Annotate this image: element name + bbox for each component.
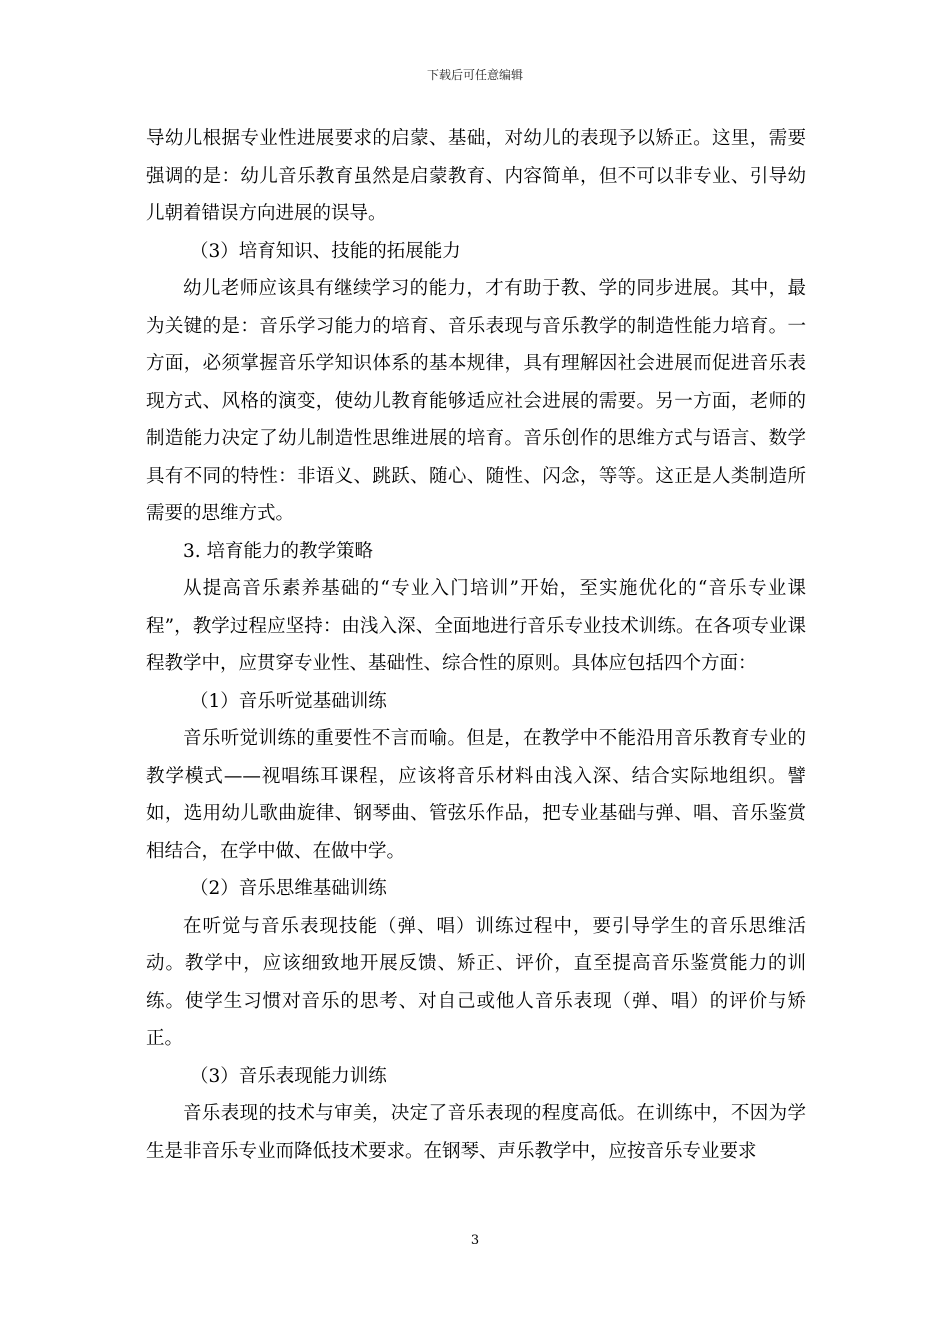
paragraph: 幼儿老师应该具有继续学习的能力，才有助于教、学的同步进展。其中，最为关键的是：音乐学习能力的培育、音乐表现与音乐教学的制造性能力培育。一方面，必须掌握音乐学知识体系的基本规律，具有理解因社会进展而促进音乐表现方式、风格的演变，使幼儿教育能够适应社会进展的需要。另一方面，老师的制造能力决定了幼儿制造性思维进展的培育。音乐创作的思维方式与语言、数学具有不同的特性：非语义、跳跃、随心、随性、闪念，等等。这正是人类制造所需要的思维方式。 — [146, 278, 806, 524]
paragraph: 音乐听觉训练的重要性不言而喻。但是，在教学中不能沿用音乐教育专业的教学模式——视唱练耳课程，应该将音乐材料由浅入深、结合实际地组织。譬如，选用幼儿歌曲旋律、钢琴曲、管弦乐作品，把专业基础与弹、唱、音乐鉴赏相结合，在学中做、在做中学。 — [146, 728, 806, 862]
section-heading: 3. 培育能力的教学策略 — [183, 540, 374, 562]
page-header: 下载后可任意编辑 — [426, 68, 523, 82]
paragraph: 在听觉与音乐表现技能（弹、唱）训练过程中，要引导学生的音乐思维活动。教学中，应该细致地开展反馈、矫正、评价，直至提高音乐鉴赏能力的训练。使学生习惯对音乐的思考、对自己或他人音乐表现（弹、唱）的评价与矫正。 — [146, 915, 806, 1049]
page-number: 3 — [470, 1233, 480, 1248]
document-body — [146, 120, 806, 1170]
paragraph: 从提高音乐素养基础的“专业入门培训”开始，至实施优化的“音乐专业课程”，教学过程应坚持：由浅入深、全面地进行音乐专业技术训练。在各项专业课程教学中，应贯穿专业性、基础性、综合性的原则。具体应包括四个方面： — [146, 578, 806, 674]
paragraph-continued: 导幼儿根据专业性进展要求的启蒙、基础，对幼儿的表现予以矫正。这里，需要强调的是：幼儿音乐教育虽然是启蒙教育、内容简单，但不可以非专业、引导幼儿朝着错误方向进展的误导。 — [146, 128, 806, 224]
section-heading: （1）音乐听觉基础训练 — [190, 690, 387, 712]
section-heading: （3）音乐表现能力训练 — [190, 1065, 387, 1087]
paragraph: 音乐表现的技术与审美，决定了音乐表现的程度高低。在训练中，不因为学生是非音乐专业而降低技术要求。在钢琴、声乐教学中，应按音乐专业要求 — [146, 1103, 806, 1162]
section-heading: （3）培育知识、技能的拓展能力 — [190, 240, 461, 262]
section-heading: （2）音乐思维基础训练 — [190, 878, 387, 899]
